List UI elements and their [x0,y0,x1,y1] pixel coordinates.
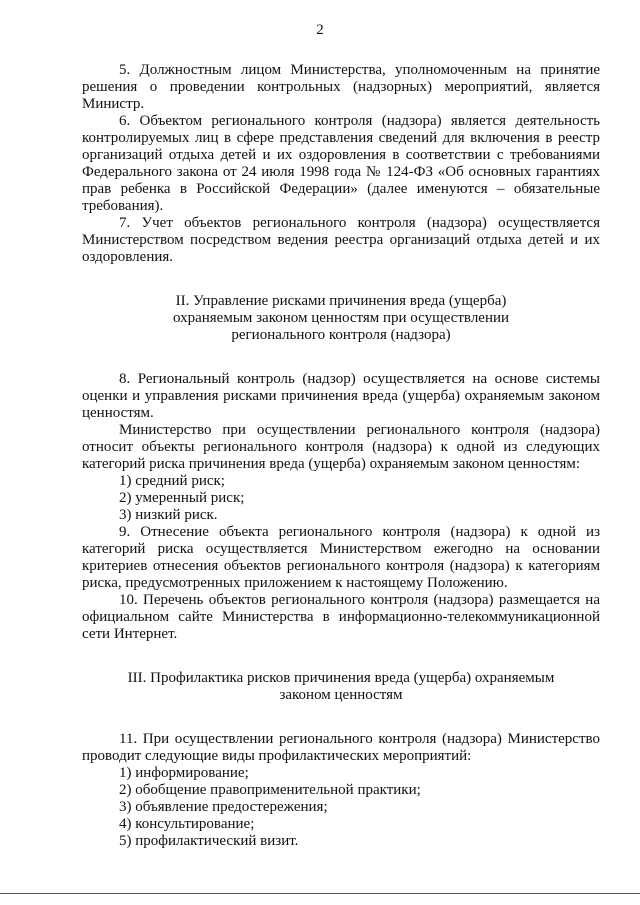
spacer [82,344,600,371]
paragraph-11: 11. При осуществлении регионального контроля (надзора) Министерство проводит следующие виды профилактических мероприятий: [82,731,600,764]
heading-line: регионального контроля (надзора) [231,327,451,343]
list-item: 4) консультирование; [119,816,255,832]
section-heading-3 [82,670,600,704]
list-item: 1) средний риск; [119,473,225,489]
list-item: 3) низкий риск. [119,507,218,523]
heading-line: охраняемым законом ценностям при осуществлении [172,310,510,326]
paragraph-9: 9. Отнесение объекта регионального контроля (надзора) к одной из категорий риска осуществляется Министерством ежегодно на основании критериев отнесения объектов регионального контроля (надзора) к категориям риска, предусмотренных приложением к настоящему Положению. [82,524,600,591]
list-item: 3) объявление предостережения; [119,799,328,815]
list-item: 2) умеренный риск; [119,490,245,506]
list-item: 5) профилактический визит. [119,833,299,849]
paragraph-6: 6. Объектом регионального контроля (надзора) является деятельность контролируемых лиц в сфере представления сведений для включения в реестр организаций отдыха детей и их оздоровления в соответствии с требованиями Федерального закона от 24 июля 1998 года № 124-ФЗ «Об основных гарантиях прав ребенка в Российской Федерации» (далее именуются – обязательные требования). [82,113,600,214]
heading-line: II. Управление рисками причинения вреда (ущерба) [175,293,507,309]
paragraph-7: 7. Учет объектов регионального контроля (надзора) осуществляется Министерством посредством ведения реестра организаций отдыха детей и их оздоровления. [82,215,600,265]
list-item: 2) обобщение правоприменительной практики; [119,782,421,798]
paragraph-10: 10. Перечень объектов регионального контроля (надзора) размещается на официальном сайте Министерства в информационно-телекоммуникационной сети Интернет. [82,592,600,642]
paragraph-5: 5. Должностным лицом Министерства, уполномоченным на принятие решения о проведении контрольных (надзорных) мероприятий, является Министр. [82,62,600,112]
section-heading-2 [82,293,600,344]
paragraph-8: 8. Региональный контроль (надзор) осуществляется на основе системы оценки и управления рисками причинения вреда (ущерба) охраняемым законом ценностям. [82,371,600,421]
spacer [82,704,600,731]
document-body [82,62,600,850]
heading-line: III. Профилактика рисков причинения вреда (ущерба) охраняемым [127,670,555,686]
list-item: 1) информирование; [119,765,249,781]
page-number: 2 [316,22,324,38]
heading-line: законом ценностям [279,687,403,703]
spacer [82,643,600,670]
page-bottom-rule [0,893,640,894]
spacer [82,266,600,293]
paragraph-8-risk-categories: Министерство при осуществлении регионального контроля (надзора) относит объекты регионального контроля (надзора) к одной из следующих категорий риска причинения вреда (ущерба) охраняемым законом ценностям: [82,422,600,472]
